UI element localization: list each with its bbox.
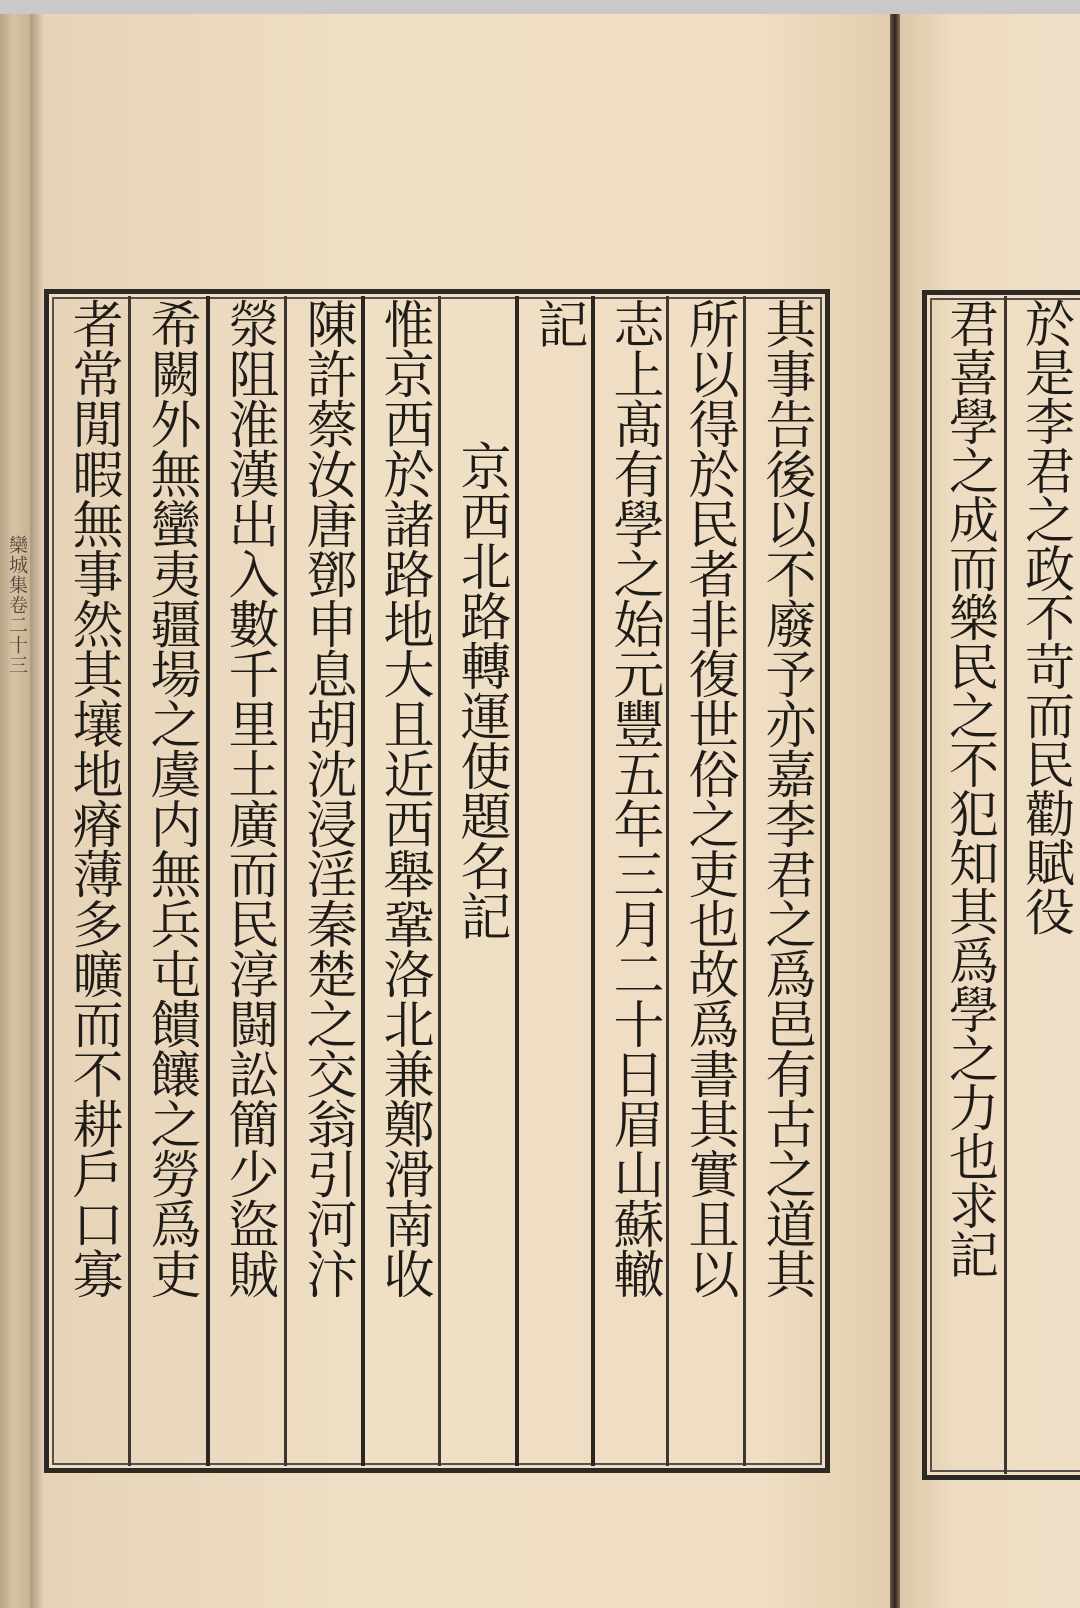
- text-column: 者常閒暇無事然其壤地瘠薄多曠而不耕戶口寡: [63, 298, 122, 1298]
- text-column: 陳許蔡汝唐鄧申息胡沈浸淫秦楚之交翁引河汴: [297, 298, 356, 1298]
- page-edge-shadow: [30, 14, 44, 1608]
- book-gutter: [890, 14, 900, 1608]
- left-page-edge: [0, 14, 30, 1608]
- viewer-top-bar: [0, 0, 1080, 14]
- text-column: 記: [528, 298, 587, 348]
- margin-note: 欒城集卷二十三: [6, 535, 28, 675]
- text-column: 惟京西於諸路地大且近西舉鞏洛北兼鄭滑南收: [374, 298, 433, 1298]
- text-column: 於是李君之政不苛而民勸賦役: [1017, 298, 1075, 935]
- text-column: 君喜學之成而樂民之不犯知其爲學之力也求記: [941, 298, 999, 1278]
- text-column: 希闕外無蠻夷疆場之虞内無兵屯饋饟之勞爲吏: [141, 298, 200, 1298]
- section-title: 京西北路轉運使題名記: [451, 440, 510, 940]
- text-column: 志上髙有學之始元豐五年三月二十日眉山蘇轍: [604, 298, 663, 1298]
- text-column: 其事告後以不廢予亦嘉李君之爲邑有古之道其: [756, 298, 815, 1298]
- text-column: 所以得於民者非復世俗之吏也故爲書其實且以: [679, 298, 738, 1298]
- text-column: 滎阻淮漢出入數千里土廣而民淳闘訟簡少盜賊: [219, 298, 278, 1298]
